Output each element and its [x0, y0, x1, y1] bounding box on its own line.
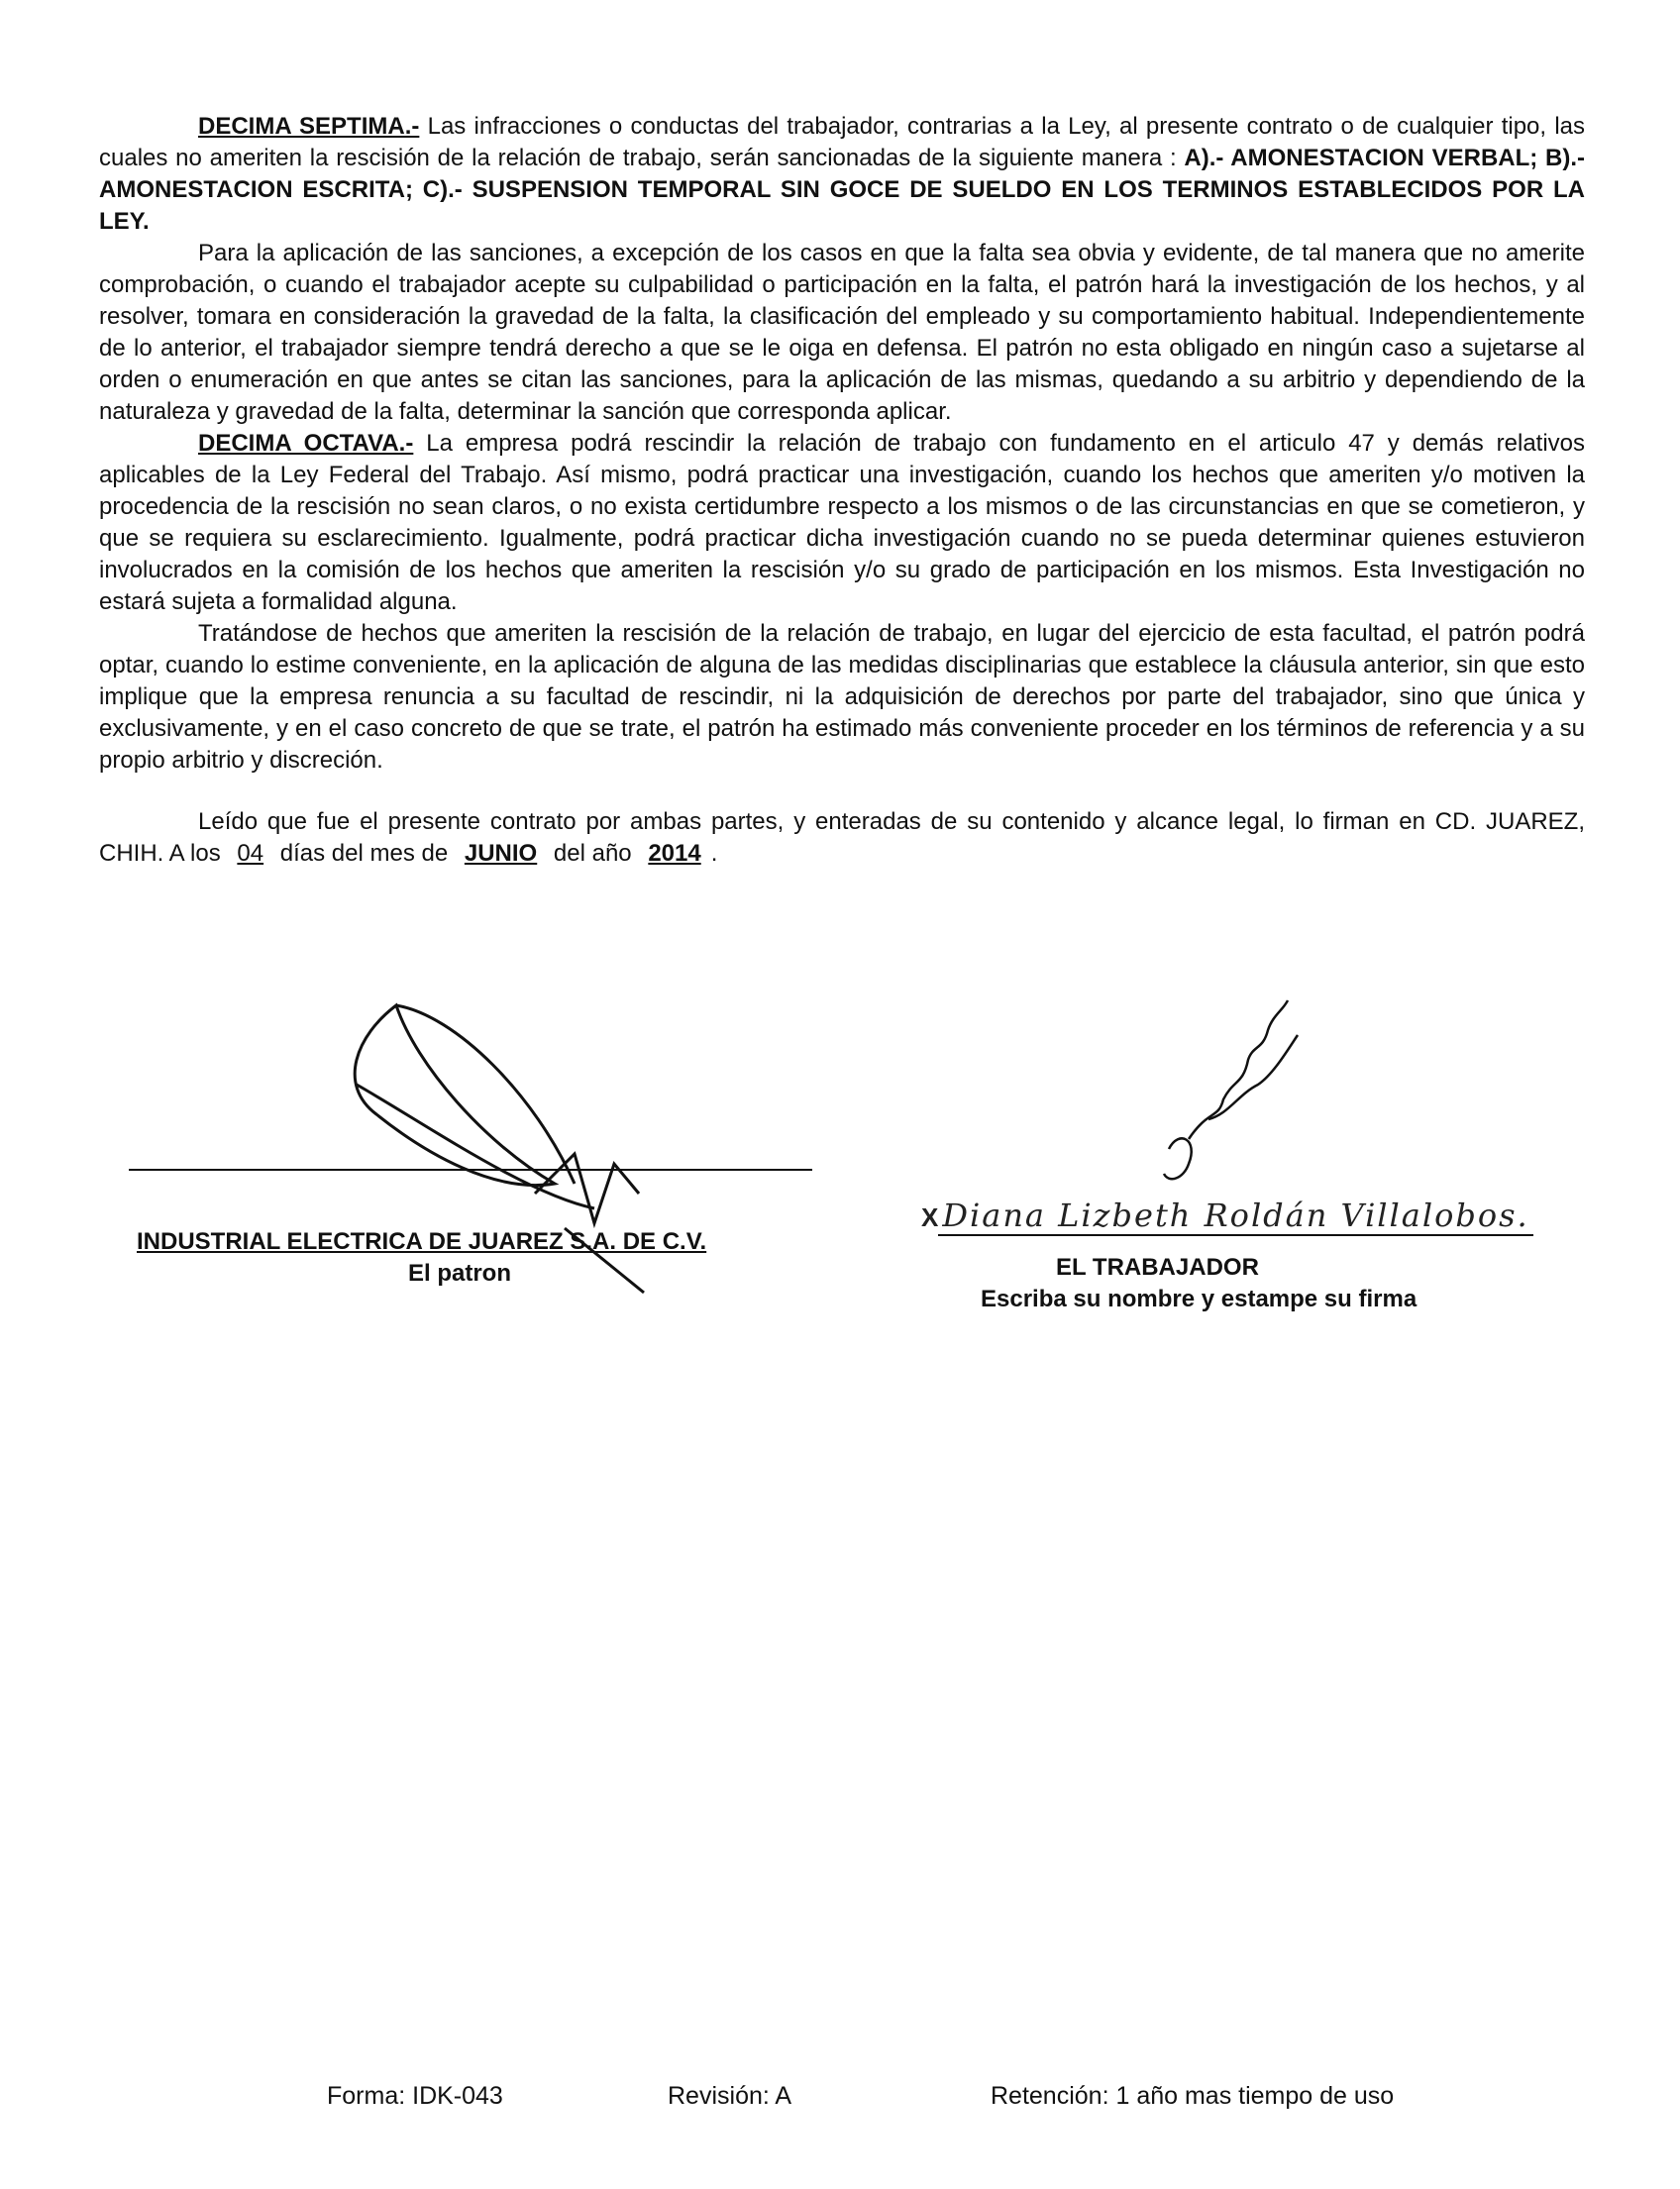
closing-period: . — [710, 840, 718, 867]
company-name: INDUSTRIAL ELECTRICA DE JUAREZ S.A. DE C.V. — [137, 1228, 707, 1255]
footer-retention: Retención: 1 año mas tiempo de uso — [991, 2082, 1395, 2110]
closing-year: 2014 — [648, 840, 701, 867]
clause-18 — [99, 428, 1585, 618]
closing-year-text: del año — [553, 840, 632, 867]
worker-label: EL TRABAJADOR — [1056, 1254, 1259, 1281]
signature-x-mark: X — [921, 1202, 939, 1232]
worker-signature — [1149, 990, 1317, 1189]
footer-form: Forma: IDK-043 — [327, 2082, 503, 2110]
worker-name-line — [921, 1197, 1533, 1234]
closing-text: Leído que fue el presente contrato por ambas partes, y enteradas de su contenido y alcance legal, lo firman en CD. JUAREZ, CHIH. A los — [99, 808, 1585, 867]
closing-month: JUNIO — [464, 840, 538, 867]
worker-name-handwritten: Diana Lizbeth Roldán Villalobos. — [938, 1197, 1532, 1236]
employer-signature-line — [129, 1169, 812, 1171]
clause-17-paragraph-2: Para la aplicación de las sanciones, a excepción de los casos en que la falta sea obvia y evidente, de tal manera que no amerite comprobación, o cuando el trabajador acepte su culpabilidad o participación en la falta, el patrón hará la investigación de los hechos, y al resolver, tomara en consideración la gravedad de la falta, la clasificación del empleado y su comportamiento habitual. Independientemente de lo anterior, el trabajador siempre tendrá derecho a que se le oiga en defensa. El patrón no esta obligado en ningún caso a sujetarse al orden o enumeración en que antes se citan las sanciones, para la aplicación de las mismas, quedando a su arbitrio y dependiendo de la naturaleza y gravedad de la falta, determinar la sanción que corresponda aplicar. — [99, 240, 1585, 425]
clause-17-heading: DECIMA SEPTIMA.- — [198, 113, 420, 140]
closing-statement — [99, 806, 1585, 870]
closing-day: 04 — [237, 840, 264, 867]
clause-18-paragraph-2: Tratándose de hechos que ameriten la rescisión de la relación de trabajo, en lugar del ejercicio de esta facultad, el patrón podrá optar, cuando lo estime conveniente, en la aplicación de alguna de las medidas disciplinarias que establece la cláusula anterior, sin que esto implique que la empresa renuncia a su facultad de rescindir, ni la adquisición de derechos por parte del trabajador, sino que única y exclusivamente, y en el caso concreto de que se trate, el patrón ha estimado más conveniente proceder en los términos de referencia y a su propio arbitrio y discreción. — [99, 620, 1585, 774]
employer-label: El patron — [408, 1260, 512, 1287]
contract-page — [99, 111, 1585, 870]
clause-17 — [99, 111, 1585, 238]
clause-17-text: Las infracciones o conductas del trabajador, contrarias a la Ley, al presente contrato o de cualquier tipo, las cuales no ameriten la rescisión de la relación de trabajo, serán sancionadas de la siguiente manera : — [99, 113, 1585, 171]
clause-18-text: La empresa podrá rescindir la relación de trabajo con fundamento en el articulo 47 y demás relativos aplicables de la Ley Federal del Trabajo. Así mismo, podrá practicar una investigación, cuando los hechos que ameriten y/o motiven la procedencia de la rescisión no sean claros, o no exista certidumbre respecto a los mismos o de las circunstancias en que se cometieron, y que se requiera su esclarecimiento. Igualmente, podrá practicar dicha investigación cuando no se pueda determinar quienes estuvieron involucrados en la comisión de los hechos que ameriten la rescisión y/o su grado de participación en los mismos. Esta Investigación no estará sujeta a formalidad alguna. — [99, 430, 1586, 615]
clause-17-sanctions: A).- AMONESTACION VERBAL; B).- AMONESTACION ESCRITA; C).- SUSPENSION TEMPORAL SIN GOCE DE SUELDO EN LOS TERMINOS ESTABLECIDOS POR LA LEY. — [99, 145, 1586, 235]
footer-revision: Revisión: A — [668, 2082, 792, 2110]
closing-month-text: días del mes de — [279, 840, 449, 867]
worker-instruction: Escriba su nombre y estampe su firma — [981, 1286, 1418, 1312]
clause-18-heading: DECIMA OCTAVA.- — [198, 430, 414, 457]
